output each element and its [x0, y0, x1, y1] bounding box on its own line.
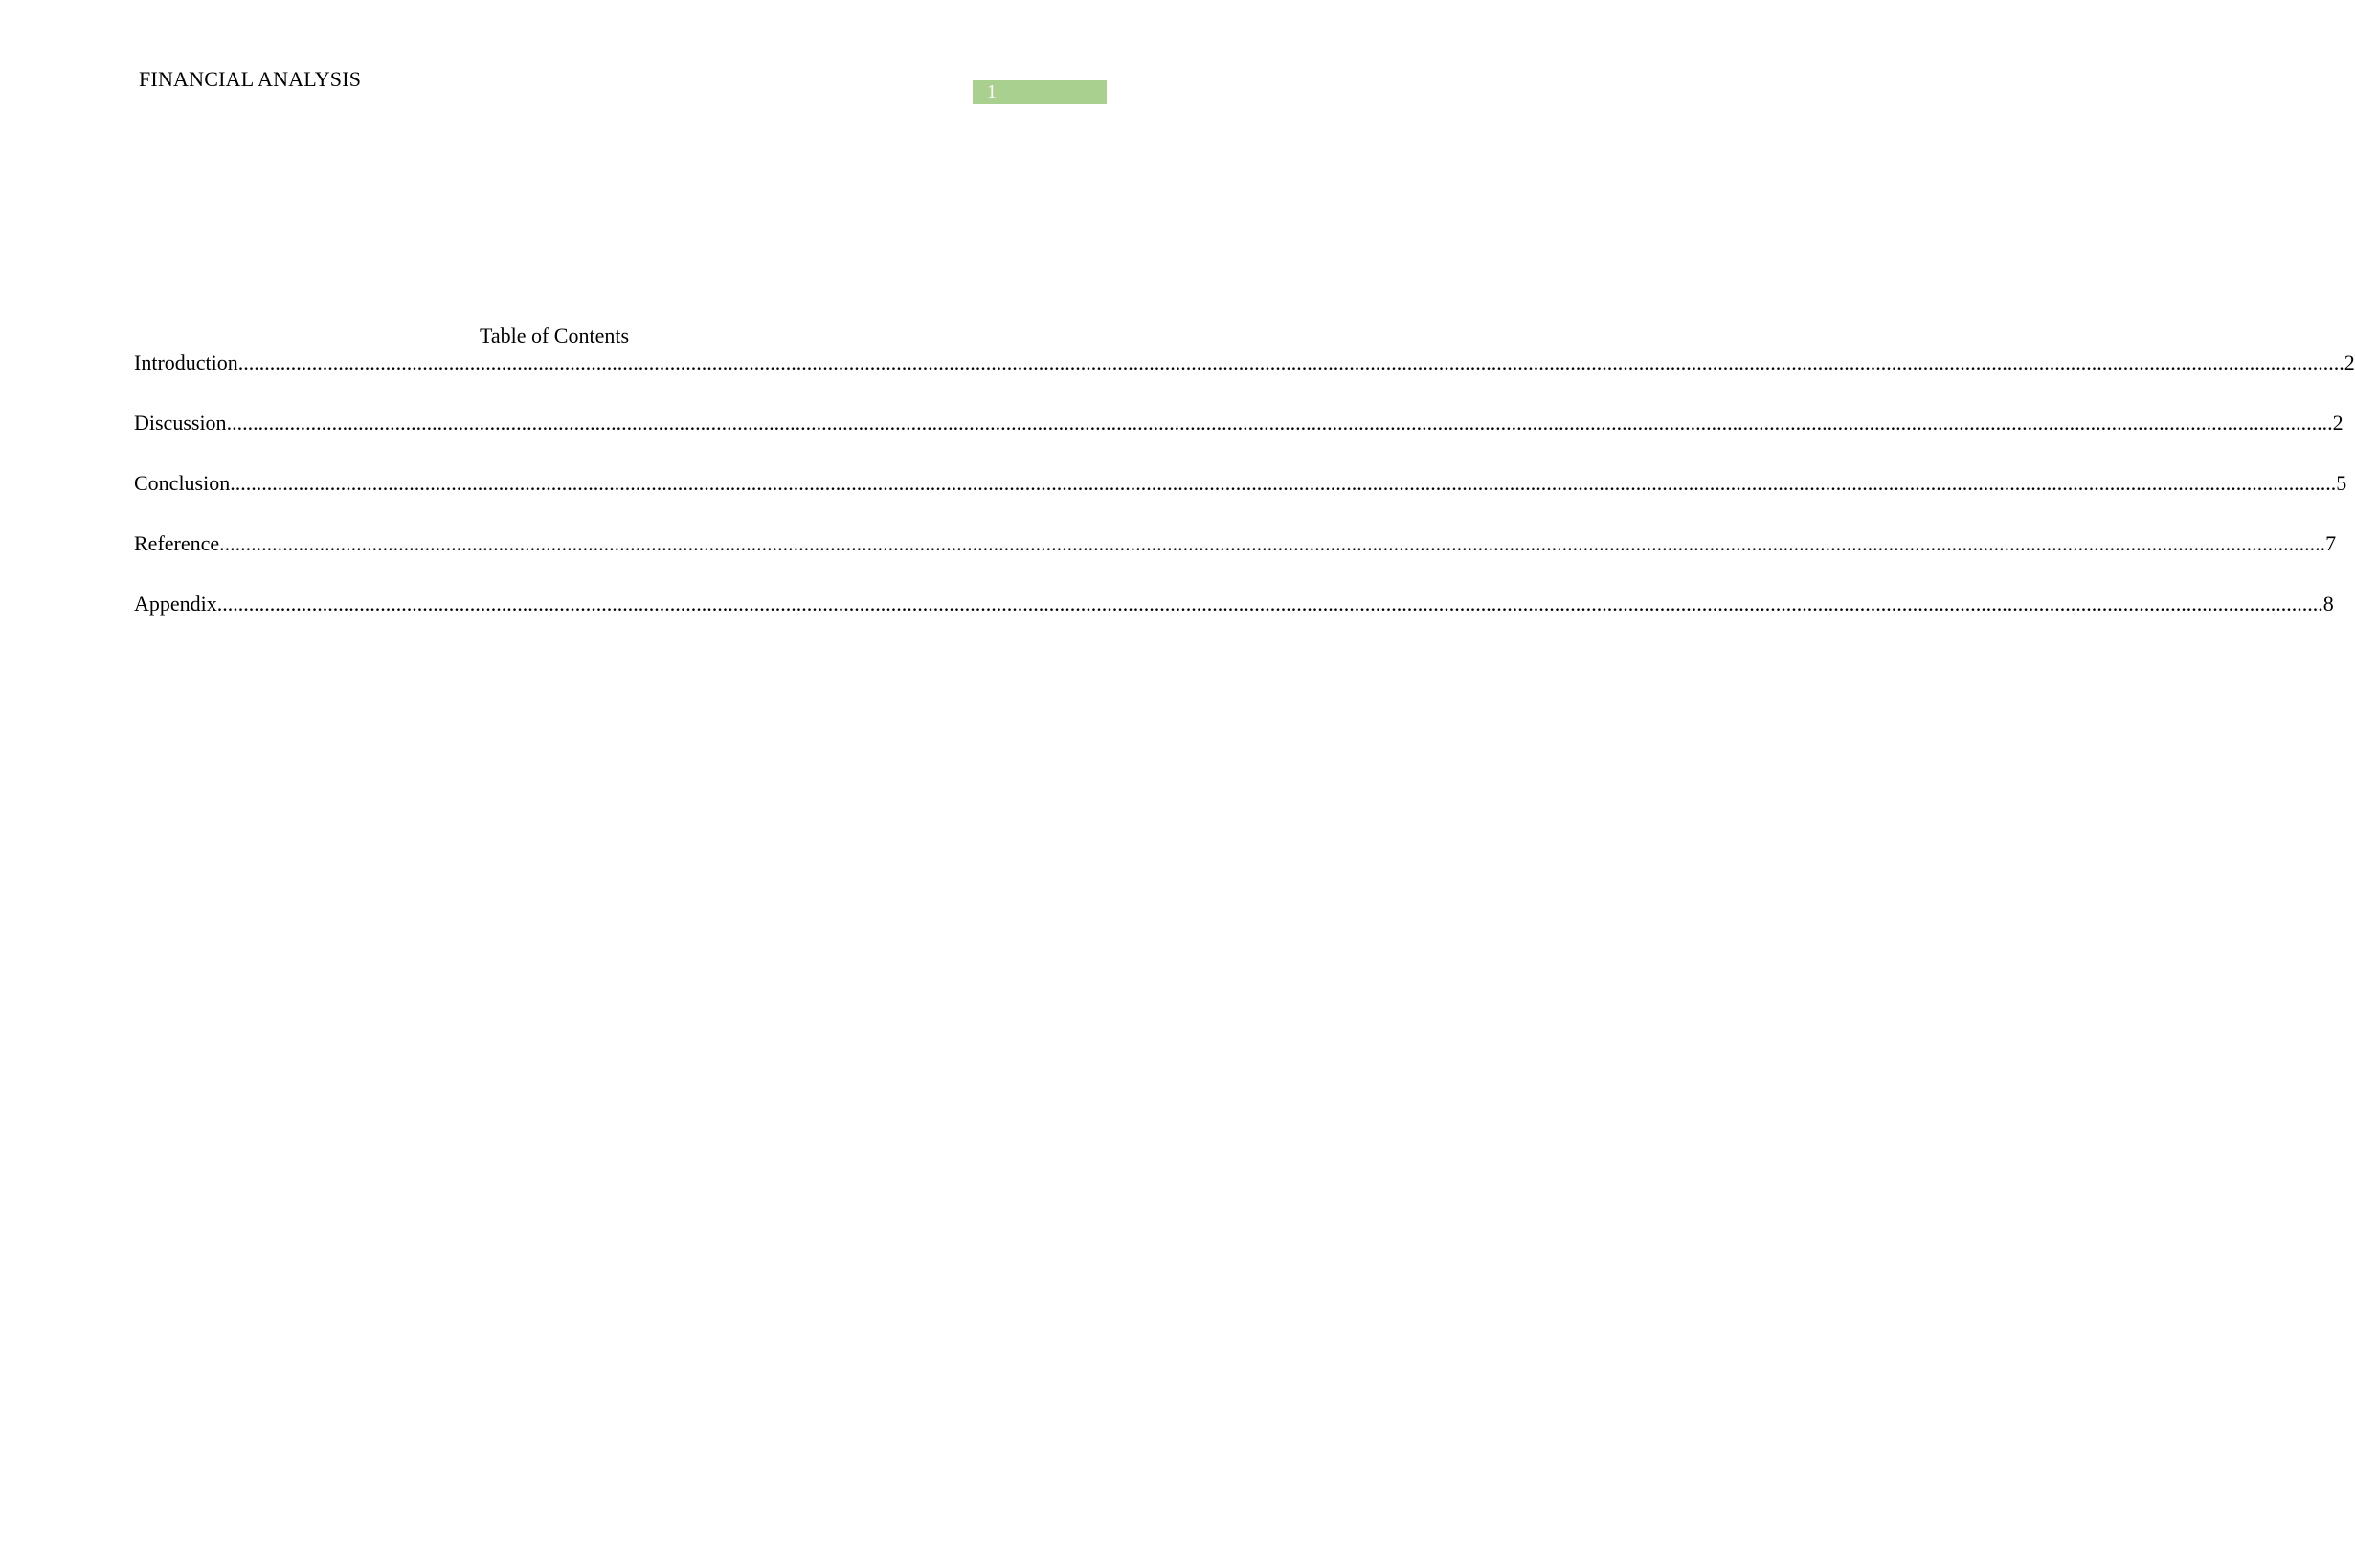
- page-number-badge: [973, 80, 1107, 104]
- toc-entry-label: Conclusion: [134, 471, 231, 495]
- toc-dot-leader: ................................................................................................................................................................................................................................................................................................................................................................................................................: [230, 471, 2337, 495]
- toc-entry-label: Introduction: [134, 350, 238, 374]
- toc-entry-page: 7: [2325, 531, 2337, 555]
- toc-dot-leader: ................................................................................................................................................................................................................................................................................................................................................................................................................: [237, 350, 2344, 374]
- toc-entry-discussion[interactable]: [134, 410, 2344, 437]
- toc-entry-appendix[interactable]: [134, 591, 2334, 617]
- toc-entry-introduction[interactable]: [134, 349, 2355, 376]
- toc-dot-leader: ................................................................................................................................................................................................................................................................................................................................................................................................................: [226, 411, 2333, 435]
- toc-entry-reference[interactable]: [134, 530, 2337, 557]
- toc-entry-page: 8: [2322, 592, 2334, 616]
- running-head-title: FINANCIAL ANALYSIS: [139, 67, 362, 91]
- toc-entry-label: Reference: [134, 531, 220, 555]
- toc-dot-leader: ................................................................................................................................................................................................................................................................................................................................................................................................................: [219, 531, 2326, 555]
- toc-entry-conclusion[interactable]: [134, 470, 2347, 497]
- toc-entry-page: 2: [2332, 411, 2344, 435]
- toc-dot-leader: ................................................................................................................................................................................................................................................................................................................................................................................................................: [216, 592, 2323, 616]
- table-of-contents: [134, 349, 2355, 651]
- toc-entry-label: Discussion: [134, 411, 227, 435]
- toc-entry-label: Appendix: [134, 592, 217, 616]
- page-number: 1: [987, 81, 997, 102]
- toc-entry-page: 2: [2344, 350, 2355, 374]
- toc-title: Table of Contents: [479, 324, 630, 347]
- toc-entry-page: 5: [2336, 471, 2347, 495]
